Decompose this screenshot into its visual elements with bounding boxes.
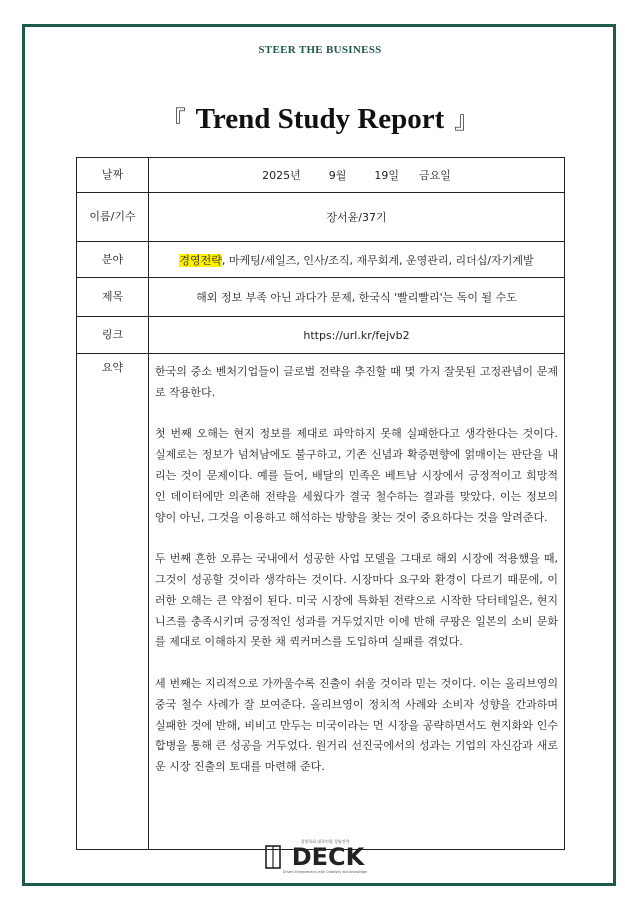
- date-row: [77, 158, 565, 193]
- date-year: 2025년: [262, 169, 301, 182]
- field-other-options: , 마케팅/세일즈, 인사/조직, 재무회계, 운영관리, 리더십/자기계발: [221, 253, 534, 267]
- link-row: [77, 317, 565, 354]
- date-day: 19일: [374, 169, 399, 182]
- summary-paragraph: 두 번째 흔한 오류는 국내에서 성공한 사업 모델을 그대로 해외 시장에 적용했을 때, 그것이 성공할 것이라 생각하는 것이다. 시장마다 요구와 환경이 다르기 때문에, 이러한 오해는 큰 약점이 된다. 미국 시장에 특화된 전략으로 시작한 닥터테일은, 현지 니즈를 충족시키며 긍정적인 성과를 거두었지만 이에 반해 쿠팡은 일본의 소비 문화를 제대로 이해하지 못한 채 퀵커머스를 도입하며 실패를 겪었다.: [155, 552, 558, 649]
- brand-tagline: STEER THE BUSINESS: [258, 44, 382, 56]
- article-link[interactable]: https://url.kr/fejvb2: [149, 317, 565, 354]
- summary-row: [77, 354, 565, 850]
- title-row: [77, 278, 565, 317]
- article-title: 해외 정보 부족 아닌 과다가 문제, 한국식 '빨리빨리'는 독이 될 수도: [149, 278, 565, 317]
- summary-label: 요약: [77, 354, 149, 850]
- name-label: 이름/기수: [77, 193, 149, 242]
- summary-paragraph: 세 번째는 지리적으로 가까울수록 진출이 쉬울 것이라 믿는 것이다. 이는 올리브영의 중국 철수 사례가 잘 보여준다. 올리브영이 정치적 사례와 소비자 성향을 간과하며 실패한 것에 반해, 비비고 만두는 미국이라는 먼 시장을 공략하면서도 현지화와 인수 합병을 통해 큰 성공을 거두었다. 원거리 선진국에서의 성과는 기업의 자신감과 새로운 시장 진출의 토대를 마련해 준다.: [155, 676, 558, 774]
- deck-logo-mark: [262, 836, 380, 876]
- title-text: Trend Study Report: [195, 103, 445, 135]
- field-label: 분야: [77, 242, 149, 278]
- title-label: 제목: [77, 278, 149, 317]
- field-value: [149, 242, 565, 278]
- date-month: 9월: [328, 169, 347, 182]
- date-weekday: 금요일: [418, 169, 451, 182]
- logo-text: DECK: [291, 843, 365, 871]
- summary-paragraph: 한국의 중소 벤처기업들이 글로벌 전략을 추진할 때 몇 가지 잘못된 고정관념이 문제로 작용한다.: [155, 365, 558, 399]
- date-value: [149, 158, 565, 193]
- link-label: 링크: [77, 317, 149, 354]
- title-close-bracket: 』: [454, 108, 479, 134]
- name-row: [77, 193, 565, 242]
- field-selected-highlight: 경영전략: [179, 253, 222, 267]
- summary-paragraph: 첫 번째 오해는 현지 정보를 제대로 파악하지 못해 실패한다고 생각한다는 것이다. 실제로는 정보가 넘쳐남에도 불구하고, 기존 신념과 확증편향에 얽매이는 판단을 내리는 것이 문제이다. 예를 들어, 배달의 민족은 베트남 시장에서 긍정적이고 희망적인 데이터에만 의존해 전략을 세웠다가 결국 철수하는 결과를 맞았다. 이는 정보의 양이 아닌, 그것을 이용하고 해석하는 방향을 찾는 것이 중요하다는 것을 알려준다.: [155, 427, 558, 524]
- summary-body: [149, 354, 565, 850]
- title-open-bracket: 『: [161, 108, 186, 134]
- logo-subtitle: Driven Entrepreneurs with Creativity and Knowledge: [283, 870, 367, 874]
- logo-korean: 경영학회 대학연합 경영전략: [300, 839, 350, 844]
- report-title: [0, 100, 640, 136]
- name-value: 장서윤/37기: [149, 193, 565, 242]
- field-row: [77, 242, 565, 278]
- date-label: 날짜: [77, 158, 149, 193]
- deck-logo: [262, 836, 380, 876]
- report-table: [76, 157, 565, 850]
